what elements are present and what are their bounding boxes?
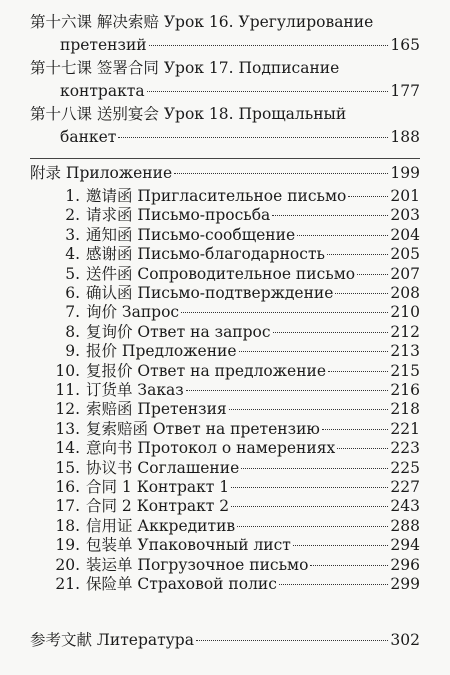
appendix-item-title: 保险单 Страховой полис xyxy=(86,575,277,593)
appendix-item-title: 询价 Запрос xyxy=(86,303,180,322)
toc-page-number: 210 xyxy=(390,303,420,322)
appendix-item-title: 请求函 Письмо-просьба xyxy=(86,206,271,225)
dot-leader xyxy=(229,409,389,410)
appendix-item[interactable] xyxy=(52,264,420,284)
toc-page-number: 223 xyxy=(390,439,420,458)
appendix-item-title: 邀请函 Пригласительное письмо xyxy=(86,187,347,205)
appendix-item[interactable] xyxy=(52,283,420,303)
toc-entry-text: 第十八课 送别宴会 Урок 18. Прощальный xyxy=(30,105,347,123)
dot-leader xyxy=(279,584,388,585)
appendix-item[interactable] xyxy=(52,399,420,419)
appendix-item-number: 5. xyxy=(65,264,80,283)
appendix-item-number: 13. xyxy=(55,419,80,438)
dot-leader xyxy=(310,565,388,566)
toc-entry-text: контракта xyxy=(60,82,145,100)
toc-lesson-16-title[interactable] xyxy=(30,12,420,32)
toc-page-number: 299 xyxy=(390,575,420,593)
dot-leader xyxy=(231,487,388,488)
toc-page-number: 302 xyxy=(390,631,420,649)
appendix-item[interactable] xyxy=(52,205,420,225)
toc-lesson-18-title[interactable] xyxy=(30,104,420,124)
dot-leader xyxy=(297,235,388,236)
appendix-item-title: 订货单 Заказ xyxy=(86,381,184,399)
appendix-item-title: 确认函 Письмо-подтверждение xyxy=(86,284,334,302)
appendix-item-number: 10. xyxy=(55,361,80,380)
toc-page-number: 294 xyxy=(390,536,420,555)
appendix-item-number: 2. xyxy=(65,206,80,225)
appendix-item-number: 12. xyxy=(55,400,80,419)
appendix-item[interactable] xyxy=(52,322,420,342)
dot-leader xyxy=(337,448,388,449)
appendix-item[interactable] xyxy=(52,361,420,381)
appendix-item[interactable] xyxy=(52,244,420,264)
appendix-item-number: 19. xyxy=(55,536,80,555)
toc-references[interactable] xyxy=(30,630,420,650)
dot-leader xyxy=(186,390,389,391)
appendix-item[interactable] xyxy=(52,438,420,458)
dot-leader xyxy=(328,371,388,372)
appendix-item[interactable] xyxy=(52,419,420,439)
toc-page-number: 221 xyxy=(390,419,420,438)
dot-leader xyxy=(322,429,389,430)
dot-leader xyxy=(335,293,388,294)
toc-page-number: 225 xyxy=(390,458,420,477)
toc-page-number: 205 xyxy=(390,245,420,264)
toc-page-number: 243 xyxy=(390,497,420,516)
dot-leader xyxy=(196,640,388,641)
appendix-item-title: 信用证 Аккредитив xyxy=(86,516,236,535)
appendix-item[interactable] xyxy=(52,516,420,536)
appendix-item-title: 合同 1 Контракт 1 xyxy=(86,478,230,496)
appendix-item-number: 14. xyxy=(55,439,80,458)
appendix-item[interactable] xyxy=(52,574,420,594)
appendix-item-number: 3. xyxy=(65,225,80,244)
appendix-item[interactable] xyxy=(52,341,420,361)
appendix-item-title: 送件函 Сопроводительное письмо xyxy=(86,264,356,283)
dot-leader xyxy=(272,215,388,216)
toc-page-number: 207 xyxy=(390,264,420,283)
appendix-item[interactable] xyxy=(52,302,420,322)
appendix-item-title: 意向书 Протокол о намерениях xyxy=(86,439,336,458)
toc-entry-text: 第十七课 签署合同 Урок 17. Подписание xyxy=(30,59,340,77)
appendix-item-number: 11. xyxy=(55,381,80,399)
appendix-item-number: 20. xyxy=(55,555,80,574)
toc-page-number: 201 xyxy=(390,187,420,205)
toc-lesson-16-cont[interactable] xyxy=(60,35,420,55)
appendix-item[interactable] xyxy=(52,555,420,575)
appendix-item-title: 索赔函 Претензия xyxy=(86,400,227,419)
appendix-item-title: 感谢函 Письмо-благодарность xyxy=(86,245,325,264)
toc-page-number: 188 xyxy=(390,128,420,146)
toc-lesson-18-cont[interactable] xyxy=(60,127,420,147)
appendix-item-title: 装运单 Погрузочное письмо xyxy=(86,555,309,574)
toc-appendix[interactable] xyxy=(30,163,420,183)
appendix-item[interactable] xyxy=(52,380,420,400)
toc-page-number: 203 xyxy=(390,206,420,225)
appendix-item[interactable] xyxy=(52,477,420,497)
toc-page-number: 199 xyxy=(390,164,420,182)
toc-entry-text: претензий xyxy=(60,36,147,54)
toc-page-number: 213 xyxy=(390,342,420,361)
toc-page-number: 177 xyxy=(390,82,420,100)
appendix-item-number: 1. xyxy=(65,187,80,205)
appendix-item-number: 6. xyxy=(65,284,80,302)
appendix-item[interactable] xyxy=(52,186,420,206)
appendix-item[interactable] xyxy=(52,496,420,516)
dot-leader xyxy=(237,526,388,527)
dot-leader xyxy=(273,332,389,333)
appendix-item-number: 21. xyxy=(55,575,80,593)
section-divider xyxy=(30,158,420,159)
appendix-item-number: 8. xyxy=(65,322,80,341)
dot-leader xyxy=(147,91,389,92)
appendix-item-title: 包装单 Упаковочный лист xyxy=(86,536,291,555)
toc-page-number: 296 xyxy=(390,555,420,574)
appendix-item-number: 9. xyxy=(65,342,80,361)
toc-page-number: 212 xyxy=(390,322,420,341)
appendix-item-number: 15. xyxy=(55,458,80,477)
dot-leader xyxy=(241,468,388,469)
dot-leader xyxy=(231,506,388,507)
appendix-item-title: 复报价 Ответ на предложение xyxy=(86,361,327,380)
toc-lesson-17-title[interactable] xyxy=(30,58,420,78)
toc-page-number: 216 xyxy=(390,381,420,399)
appendix-item-number: 18. xyxy=(55,516,80,535)
toc-page-number: 208 xyxy=(390,284,420,302)
dot-leader xyxy=(118,137,388,138)
dot-leader xyxy=(348,196,388,197)
toc-lesson-17-cont[interactable] xyxy=(60,81,420,101)
dot-leader xyxy=(181,312,388,313)
toc-page-number: 227 xyxy=(390,478,420,496)
dot-leader xyxy=(149,45,389,46)
toc-page-number: 288 xyxy=(390,516,420,535)
appendix-item-title: 协议书 Соглашение xyxy=(86,458,240,477)
toc-entry-text: 第十六课 解决索赔 Урок 16. Урегулирование xyxy=(30,13,374,31)
toc-page-number: 165 xyxy=(390,36,420,54)
dot-leader xyxy=(327,254,388,255)
toc-page-number: 218 xyxy=(390,400,420,419)
appendix-item-title: 复索赔函 Ответ на претензию xyxy=(86,419,320,438)
appendix-item[interactable] xyxy=(52,458,420,478)
toc-page-number: 204 xyxy=(390,225,420,244)
appendix-item-number: 7. xyxy=(65,303,80,322)
toc-entry-text: банкет xyxy=(60,128,117,146)
dot-leader xyxy=(293,545,389,546)
toc-entry-text: 附录 Приложение xyxy=(30,164,173,182)
dot-leader xyxy=(357,274,388,275)
appendix-item-title: 合同 2 Контракт 2 xyxy=(86,497,230,516)
appendix-item[interactable] xyxy=(52,225,420,245)
dot-leader xyxy=(174,173,388,174)
appendix-item[interactable] xyxy=(52,535,420,555)
toc-entry-text: 参考文献 Литература xyxy=(30,631,194,649)
toc-page-number: 215 xyxy=(390,361,420,380)
dot-leader xyxy=(239,351,389,352)
appendix-item-title: 通知函 Письмо-сообщение xyxy=(86,225,296,244)
appendix-item-title: 报价 Предложение xyxy=(86,342,237,361)
appendix-item-title: 复询价 Ответ на запрос xyxy=(86,322,271,341)
appendix-item-number: 4. xyxy=(65,245,80,264)
appendix-item-number: 17. xyxy=(55,497,80,516)
appendix-item-number: 16. xyxy=(55,478,80,496)
